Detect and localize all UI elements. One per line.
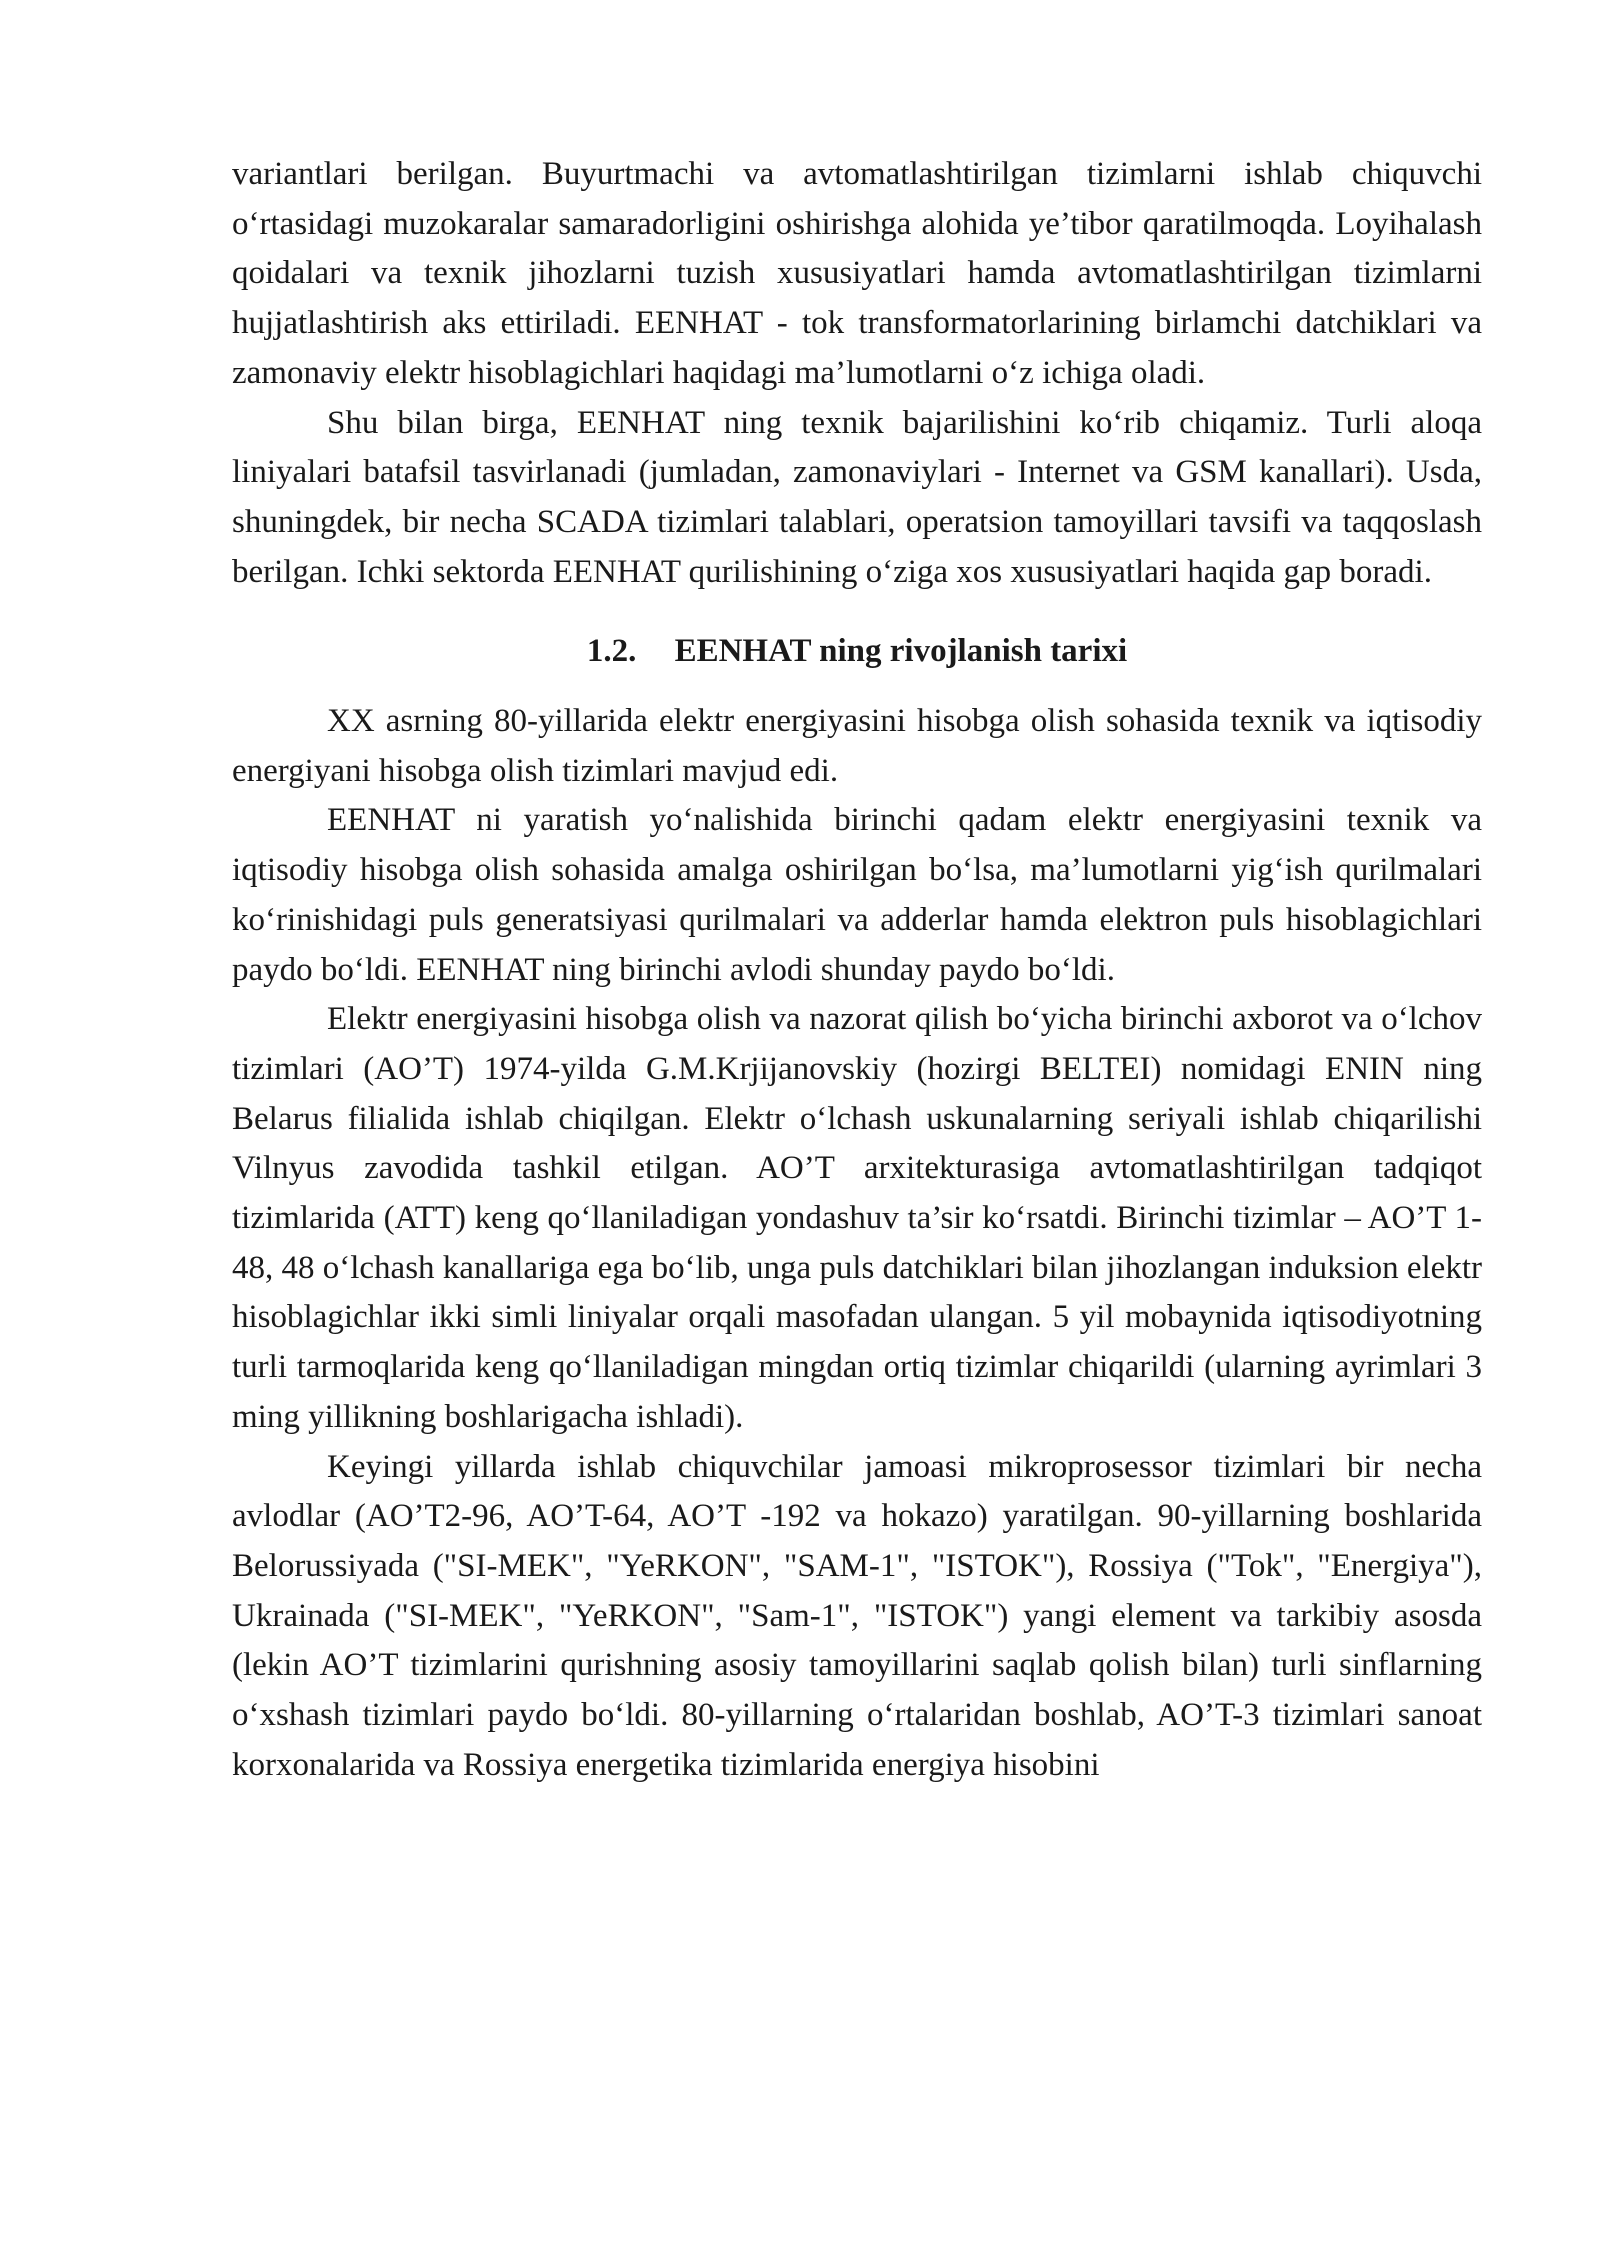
paragraph-first-step: EENHAT ni yaratish yo‘nalishida birinchi qadam elektr energiyasini texnik va iqtisodiy hisobga olish sohasida amalga oshirilgan bo‘lsa, ma’lumotlarni yig‘ish qurilmalari ko‘rinishidagi puls generatsiyasi qurilmalari va adderlar hamda elektron puls hisoblagichlari paydo bo‘ldi. EENHAT ning birinchi avlodi shunday paydo bo‘ldi. (232, 802, 1482, 988)
paragraph-first-systems: Elektr energiyasini hisobga olish va nazorat qilish bo‘yicha birinchi axborot va o‘lchov tizimlari (AO’T) 1974-yilda G.M.Krjijanovskiy (hozirgi BELTEI) nomidagi ENIN ning Belarus filialida ishlab chiqilgan. Elektr o‘lchash uskunalarning seriyali ishlab chiqarilishi Vilnyus zavodida tashkil etilgan. AO’T arxitekturasiga avtomatlashtirilgan tadqiqot tizimlarida (ATT) keng qo‘llaniladigan yondashuv ta’sir ko‘rsatdi. Birinchi tizimlar – AO’T 1-48, 48 o‘lchash kanallariga ega bo‘lib, unga puls datchiklari bilan jihozlangan induksion elektr hisoblagichlar ikki simli liniyalar orqali masofadan ulangan. 5 yil mobaynida iqtisodiyotning turli tarmoqlarida keng qo‘llaniladigan mingdan ortiq tizimlar chiqarildi (ularning ayrimlari 3 ming yillikning boshlarigacha ishladi). (232, 1001, 1482, 1435)
paragraph-technical-execution: Shu bilan birga, EENHAT ning texnik bajarilishini ko‘rib chiqamiz. Turli aloqa liniyalari batafsil tasvirlanadi (jumladan, zamonaviylari - Internet va GSM kanallari). Usda, shuningdek, bir necha SCADA tizimlari talablari, operatsion tamoyillari tavsifi va taqqoslash berilgan. Ichki sektorda EENHAT qurilishining o‘ziga xos xususiyatlari haqida gap boradi. (232, 404, 1482, 590)
section-title: EENHAT ning rivojlanish tarixi (674, 633, 1128, 670)
paragraph-microprocessor-systems: Keyingi yillarda ishlab chiquvchilar jamoasi mikroprosessor tizimlari bir necha avlodlar (AO’T2-96, AO’T-64, AO’T -192 va hokazo) yaratilgan. 90-yillarning boshlarida Belorussiyada ("SI-MEK", "YeRKON", "SAM-1", "ISTOK"), Rossiya ("Tok", "Energiya"), Ukrainada ("SI-MEK", "YeRKON", "Sam-1", "ISTOK") yangi element va tarkibiy asosda (lekin AO’T tizimlarini qurishning asosiy tamoyillarini saqlab qolish bilan) turli sinflarning o‘xshash tizimlari paydo bo‘ldi. 80-yillarning o‘rtalaridan boshlab, AO’T-3 tizimlari sanoat korxonalarida va Rossiya energetika tizimlarida energiya hisobini (232, 1448, 1482, 1783)
paragraph-intro-continuation: variantlari berilgan. Buyurtmachi va avtomatlashtirilgan tizimlarni ishlab chiquvchi o‘rtasidagi muzokaralar samaradorligini oshirishga alohida ye’tibor qaratilmoqda. Loyihalash qoidalari va texnik jihozlarni tuzish xususiyatlari hamda avtomatlashtirilgan tizimlarni hujjatlashtirish aks ettiriladi. EENHAT - tok transformatorlarining birlamchi datchiklari va zamonaviy elektr hisoblagichlari haqidagi ma’lumotlarni o‘z ichiga oladi. (232, 156, 1482, 391)
section-number: 1.2. (586, 633, 637, 670)
document-page (232, 150, 1482, 1791)
paragraph-history-80s: XX asrning 80-yillarida elektr energiyasini hisobga olish sohasida texnik va iqtisodiy energiyani hisobga olish tizimlari mavjud edi. (232, 703, 1482, 789)
section-heading (232, 627, 1482, 677)
